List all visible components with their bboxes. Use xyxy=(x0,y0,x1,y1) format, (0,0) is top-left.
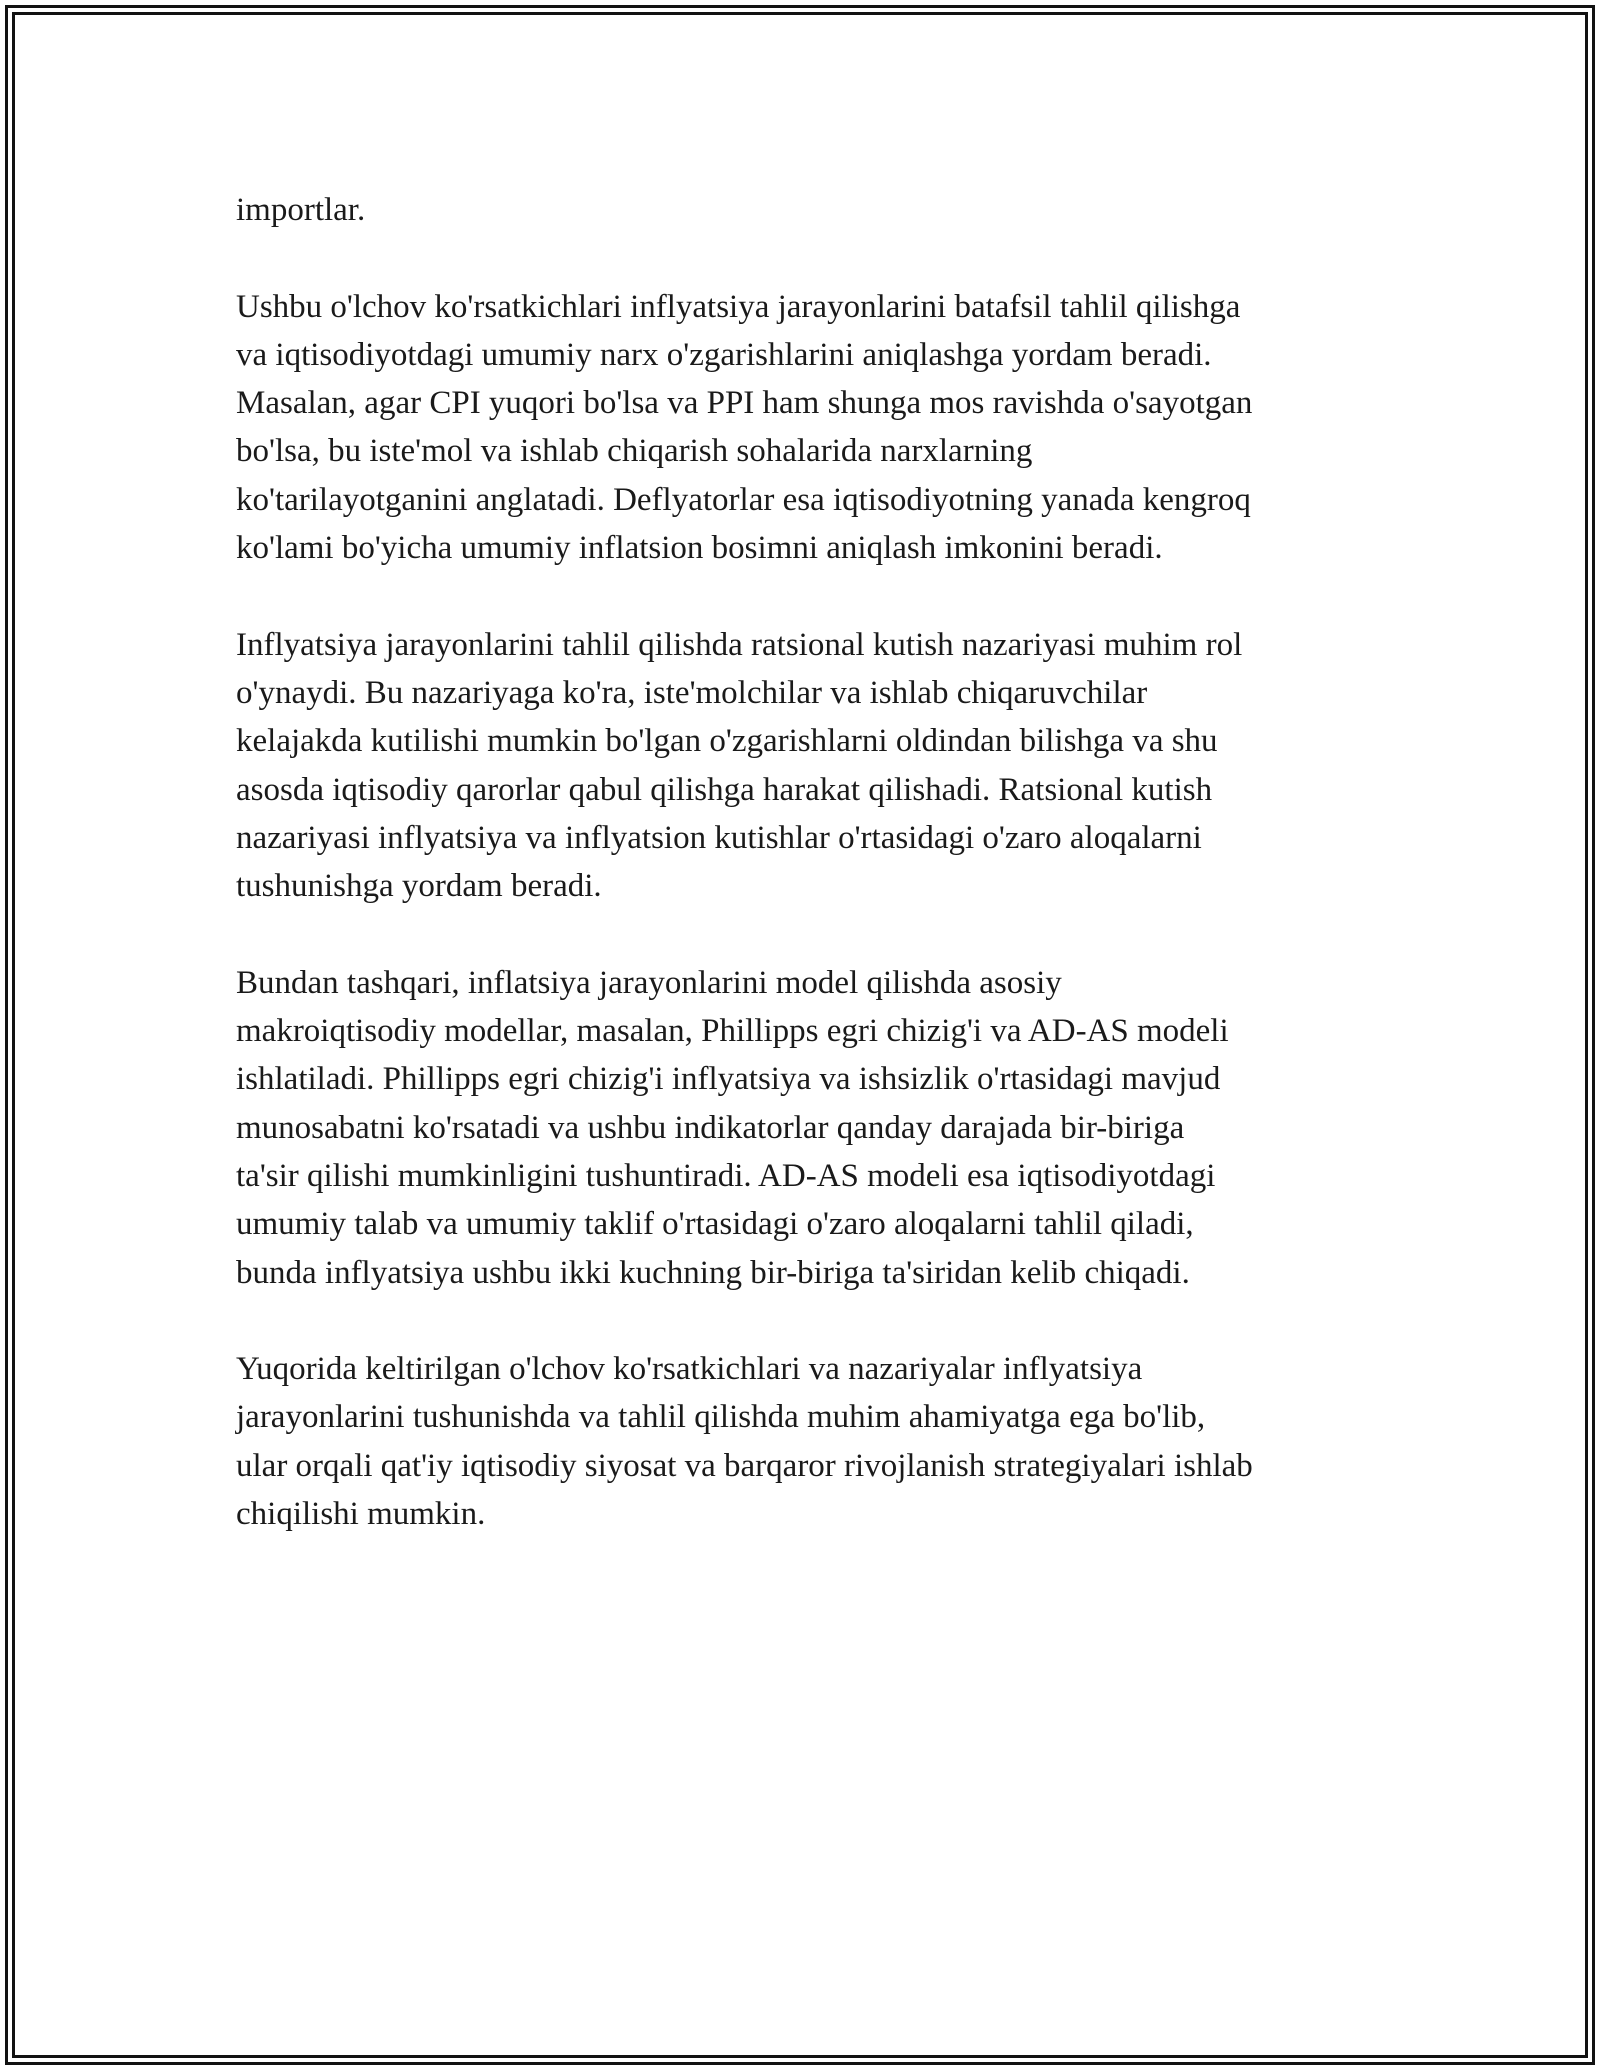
document-body xyxy=(236,186,1396,1587)
paragraph-macro-models: Bundan tashqari, inflatsiya jarayonlarini model qilishda asosiy makroiqtisodiy modellar, masalan, Phillipps egri chizig'i va AD-AS modeli ishlatiladi. Phillipps egri chizig'i inflyatsiya va ishsizlik o'rtasidagi mavjud munosabatni ko'rsatadi va ushbu indikatorlar qanday darajada bir-biriga ta'sir qilishi mumkinligini tushuntiradi. AD-AS modeli esa iqtisodiyotdagi umumiy talab va umumiy taklif o'rtasidagi o'zaro aloqalarni tahlil qiladi, bunda inflyatsiya ushbu ikki kuchning bir-biriga ta'siridan kelib chiqadi. xyxy=(236,964,1229,1291)
paragraph-conclusion: Yuqorida keltirilgan o'lchov ko'rsatkichlari va nazariyalar inflyatsiya jarayonlarini tushunishda va tahlil qilishda muhim ahamiyatga ega bo'lib, ular orqali qat'iy iqtisodiy siyosat va barqaror rivojlanish strategiyalari ishlab chiqilishi mumkin. xyxy=(236,1351,1253,1533)
paragraph-measurement-indicators: Ushbu o'lchov ko'rsatkichlari inflyatsiya jarayonlarini batafsil tahlil qilishga va iqtisodiyotdagi umumiy narx o'zgarishlarini aniqlashga yordam beradi. Masalan, agar CPI yuqori bo'lsa va PPI ham shunga mos ravishda o'sayotgan bo'lsa, bu iste'mol va ishlab chiqarish sohalarida narxlarning ko'tarilayotganini anglatadi. Deflyatorlar esa iqtisodiyotning yanada kengroq ko'lami bo'yicha umumiy inflatsion bosimni aniqlash imkonini beradi. xyxy=(236,288,1253,567)
paragraph-importlar: importlar. xyxy=(236,192,366,228)
paragraph-rational-expectations: Inflyatsiya jarayonlarini tahlil qilishda ratsional kutish nazariyasi muhim rol o'ynaydi. Bu nazariyaga ko'ra, iste'molchilar va ishlab chiqaruvchilar kelajakda kutilishi mumkin bo'lgan o'zgarishlarni oldindan bilishga va shu asosda iqtisodiy qarorlar qabul qilishga harakat qilishadi. Ratsional kutish nazariyasi inflyatsiya va inflyatsion kutishlar o'rtasidagi o'zaro aloqalarni tushunishga yordam beradi. xyxy=(236,626,1243,905)
